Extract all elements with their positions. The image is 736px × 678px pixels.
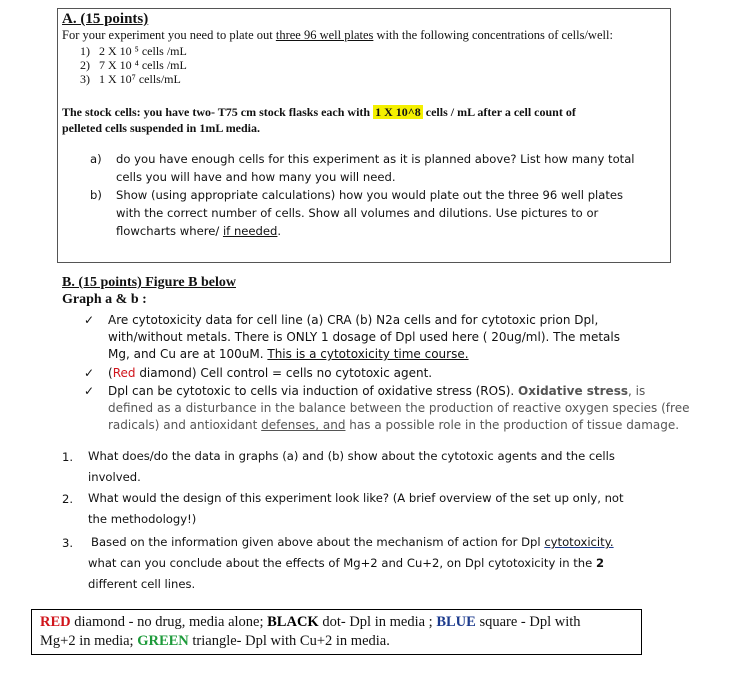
bullet-cytotoxicity: Are cytotoxicity data for cell line (a) CRA (b) N2a cells and for cytotoxic prion Dpl, with/without metals. There is ONLY 1 dosage of Dpl used here ( 20ug/ml). The metals Mg, and Cu are at 100uM. This is a cytotoxicity time course. (108, 313, 620, 361)
concentration-item: 1) 2 X 10 ⁵ cells /mL (80, 44, 187, 58)
question-3-number: 3. (62, 536, 74, 550)
concentration-item: 2) 7 X 10 ⁴ cells /mL (80, 58, 187, 72)
section-b-title: B. (15 points) Figure B below (62, 275, 236, 290)
legend-black: BLACK (267, 614, 319, 630)
bullet-oxidative-stress: Dpl can be cytotoxic to cells via induction of oxidative stress (ROS). Oxidative stress, is defined as a disturbance in the balance between the production of reactive oxygen species (free radicals) and antioxidant defenses, and has a possible role in the production of tissue damage. (108, 384, 690, 432)
check-icon: ✓ (84, 384, 95, 398)
bullet-control: (Red diamond) Cell control = cells no cytotoxic agent. (108, 366, 433, 380)
section-a-intro: For your experiment you need to plate out three 96 well plates with the following concentrations of cells/well: (62, 28, 613, 42)
question-1: What does/do the data in graphs (a) and (b) show about the cytotoxic agents and the cells involved. (88, 449, 615, 484)
check-icon: ✓ (84, 313, 95, 327)
question-1-number: 1. (62, 450, 74, 464)
stock-cells-text: The stock cells: you have two- T75 cm stock flasks each with 1 X 10^8 cells / mL after a cell count of pelleted cells suspended in 1mL media. (62, 105, 576, 135)
concentration-item: 3) 1 X 10⁷ cells/mL (80, 72, 181, 86)
legend-red: RED (40, 614, 71, 630)
legend-green: GREEN (137, 633, 189, 649)
question-2-number: 2. (62, 492, 74, 506)
legend-blue: BLUE (436, 614, 476, 630)
figure-legend: RED diamond - no drug, media alone; BLACK dot- Dpl in media ; BLUE square - Dpl with Mg+2 in media; GREEN triangle- Dpl with Cu+2 in media. (31, 609, 642, 655)
section-a-title: A. (15 points) (62, 11, 149, 27)
question-2: What would the design of this experiment look like? (A brief overview of the set up only, not the methodology!) (88, 491, 624, 526)
intro-link: three 96 well plates (275, 28, 374, 42)
check-icon: ✓ (84, 366, 95, 380)
question-a: a) do you have enough cells for this experiment as it is planned above? List how many total cells you will have and how many you will need. (90, 152, 635, 184)
question-b: b) Show (using appropriate calculations) how you would plate out the three 96 well plates with the correct number of cells. Show all volumes and dilutions. Use pictures to or flowcharts where/ if needed. (90, 188, 624, 238)
stock-highlight: 1 X 10^8 (375, 105, 421, 119)
graph-label: Graph a & b : (62, 292, 147, 307)
question-3: Based on the information given above about the mechanism of action for Dpl cytotoxicity. what can you conclude about the effects of Mg+2 and Cu+2, on Dpl cytotoxicity in the 2 different cell lines. (88, 535, 614, 591)
